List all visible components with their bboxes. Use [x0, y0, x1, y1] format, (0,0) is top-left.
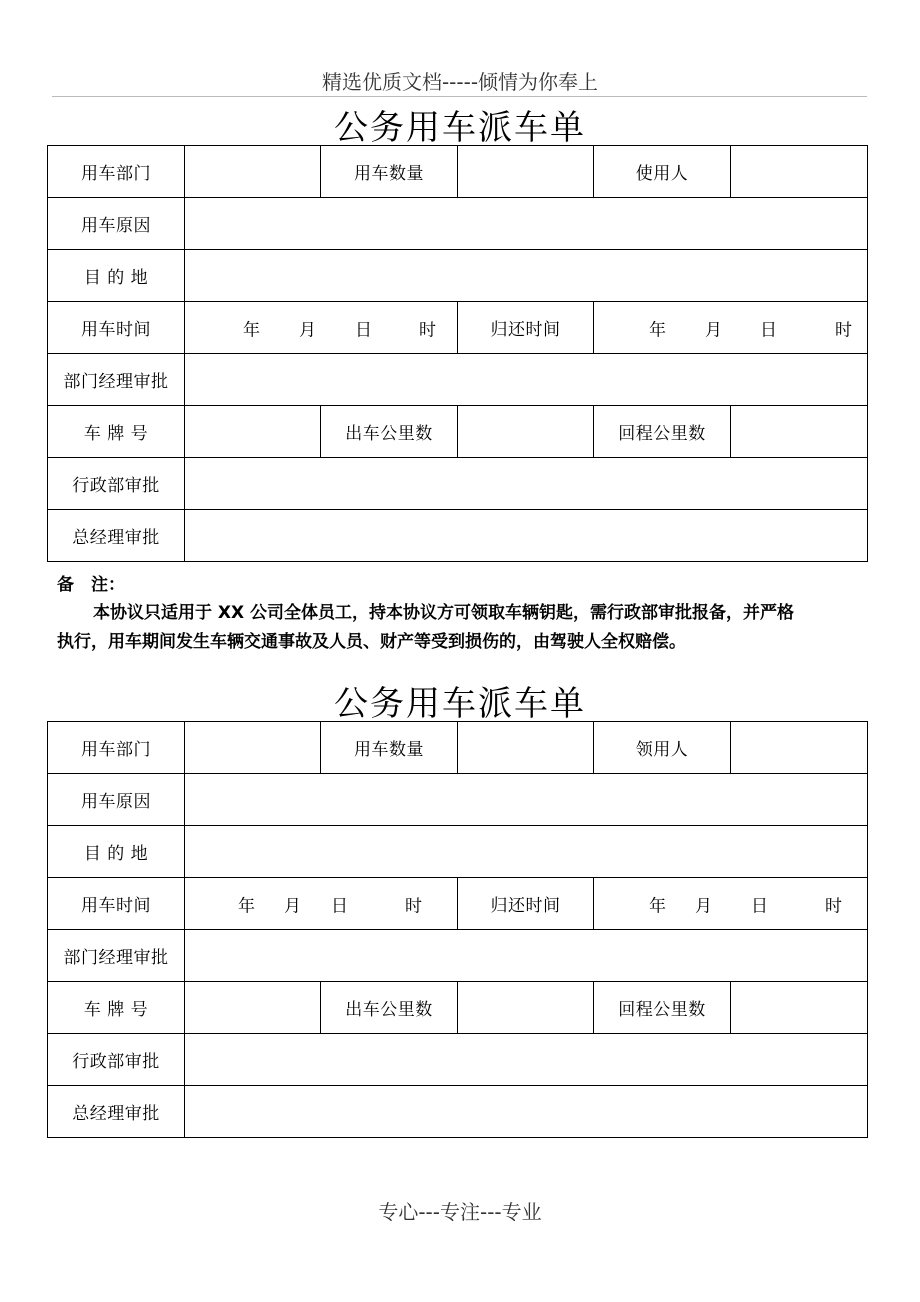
form1-out-km-label: 出车公里数 — [321, 406, 458, 458]
form1-time-hour: 时 — [419, 320, 436, 340]
form1-reason-field[interactable] — [185, 198, 868, 250]
form1-admin-field[interactable] — [185, 458, 868, 510]
form1-admin-label: 行政部审批 — [48, 458, 185, 510]
form2-title: 公务用车派车单 — [334, 684, 586, 724]
form1-return-field[interactable] — [594, 302, 868, 354]
form1-row-admin — [48, 458, 868, 510]
form2-qty-field[interactable] — [458, 722, 594, 774]
form2-dept-label: 用车部门 — [48, 722, 185, 774]
form2-table — [47, 721, 868, 1138]
form1-plate-field[interactable] — [185, 406, 321, 458]
form2-mgr-label: 部门经理审批 — [48, 930, 185, 982]
form2-dest-label: 目 的 地 — [48, 826, 185, 878]
form2-time-hour: 时 — [405, 896, 422, 916]
form2-dept-field[interactable] — [185, 722, 321, 774]
form1-time-year: 年 — [243, 320, 260, 340]
form1-return-label: 归还时间 — [458, 302, 594, 354]
form1-dest-label: 目 的 地 — [48, 250, 185, 302]
form2-plate-field[interactable] — [185, 982, 321, 1034]
form2-back-km-label: 回程公里数 — [594, 982, 731, 1034]
header-divider — [52, 96, 867, 97]
notes-text-line2: 执行，用车期间发生车辆交通事故及人员、财产等受到损伤的，由驾驶人全权赔偿。 — [57, 632, 686, 652]
form1-row-plate — [48, 406, 868, 458]
form1-return-day: 日 — [760, 320, 777, 340]
form2-time-day: 日 — [331, 896, 348, 916]
form1-time-day: 日 — [355, 320, 372, 340]
form2-out-km-label: 出车公里数 — [321, 982, 458, 1034]
form2-admin-field[interactable] — [185, 1034, 868, 1086]
form2-user-label: 领用人 — [594, 722, 731, 774]
form2-admin-label: 行政部审批 — [48, 1034, 185, 1086]
form1-mgr-field[interactable] — [185, 354, 868, 406]
form1-row-time — [48, 302, 868, 354]
notes-text-line1: 本协议只适用于 XX 公司全体员工，持本协议方可领取车辆钥匙，需行政部审批报备，并严格 — [93, 603, 795, 623]
form2-gm-field[interactable] — [185, 1086, 868, 1138]
form2-gm-label: 总经理审批 — [48, 1086, 185, 1138]
form1-row-gm — [48, 510, 868, 562]
form1-return-year: 年 — [649, 320, 666, 340]
form1-user-field[interactable] — [731, 146, 868, 198]
form2-return-day: 日 — [751, 896, 768, 916]
form2-return-hour: 时 — [825, 896, 842, 916]
form1-row-dept — [48, 146, 868, 198]
form1-row-mgr — [48, 354, 868, 406]
form2-reason-label: 用车原因 — [48, 774, 185, 826]
form1-reason-label: 用车原因 — [48, 198, 185, 250]
form2-back-km-field[interactable] — [731, 982, 868, 1034]
form2-row-admin — [48, 1034, 868, 1086]
page-header: 精选优质文档-----倾情为你奉上 — [321, 70, 599, 94]
form2-return-label: 归还时间 — [458, 878, 594, 930]
form2-out-km-field[interactable] — [458, 982, 594, 1034]
form1-return-hour: 时 — [835, 320, 852, 340]
form1-qty-field[interactable] — [458, 146, 594, 198]
form2-time-field[interactable] — [185, 878, 458, 930]
form2-row-time — [48, 878, 868, 930]
form1-row-reason — [48, 198, 868, 250]
form1-dept-field[interactable] — [185, 146, 321, 198]
form1-user-label: 使用人 — [594, 146, 731, 198]
form1-row-dest — [48, 250, 868, 302]
form1-back-km-label: 回程公里数 — [594, 406, 731, 458]
form2-return-year: 年 — [649, 896, 666, 916]
form2-return-field[interactable] — [594, 878, 868, 930]
form1-table — [47, 145, 868, 562]
form1-time-field[interactable] — [185, 302, 458, 354]
form2-time-label: 用车时间 — [48, 878, 185, 930]
form1-time-month: 月 — [299, 320, 316, 340]
form1-plate-label: 车 牌 号 — [48, 406, 185, 458]
form1-return-month: 月 — [705, 320, 722, 340]
form2-row-plate — [48, 982, 868, 1034]
form2-row-reason — [48, 774, 868, 826]
form1-dest-field[interactable] — [185, 250, 868, 302]
form1-dept-label: 用车部门 — [48, 146, 185, 198]
form1-out-km-field[interactable] — [458, 406, 594, 458]
form2-qty-label: 用车数量 — [321, 722, 458, 774]
form1-qty-label: 用车数量 — [321, 146, 458, 198]
form2-row-dest — [48, 826, 868, 878]
page-footer: 专心---专注---专业 — [378, 1200, 542, 1224]
form1-back-km-field[interactable] — [731, 406, 868, 458]
form1-time-label: 用车时间 — [48, 302, 185, 354]
form2-row-gm — [48, 1086, 868, 1138]
form2-time-month: 月 — [284, 896, 301, 916]
form1-title: 公务用车派车单 — [334, 108, 586, 148]
form1-gm-label: 总经理审批 — [48, 510, 185, 562]
form1-gm-field[interactable] — [185, 510, 868, 562]
form2-return-month: 月 — [695, 896, 712, 916]
form2-mgr-field[interactable] — [185, 930, 868, 982]
form2-dest-field[interactable] — [185, 826, 868, 878]
form2-row-dept — [48, 722, 868, 774]
form2-row-mgr — [48, 930, 868, 982]
form2-plate-label: 车 牌 号 — [48, 982, 185, 1034]
form2-reason-field[interactable] — [185, 774, 868, 826]
form2-time-year: 年 — [238, 896, 255, 916]
form2-user-field[interactable] — [731, 722, 868, 774]
notes-label: 备 注： — [57, 575, 125, 595]
form1-mgr-label: 部门经理审批 — [48, 354, 185, 406]
